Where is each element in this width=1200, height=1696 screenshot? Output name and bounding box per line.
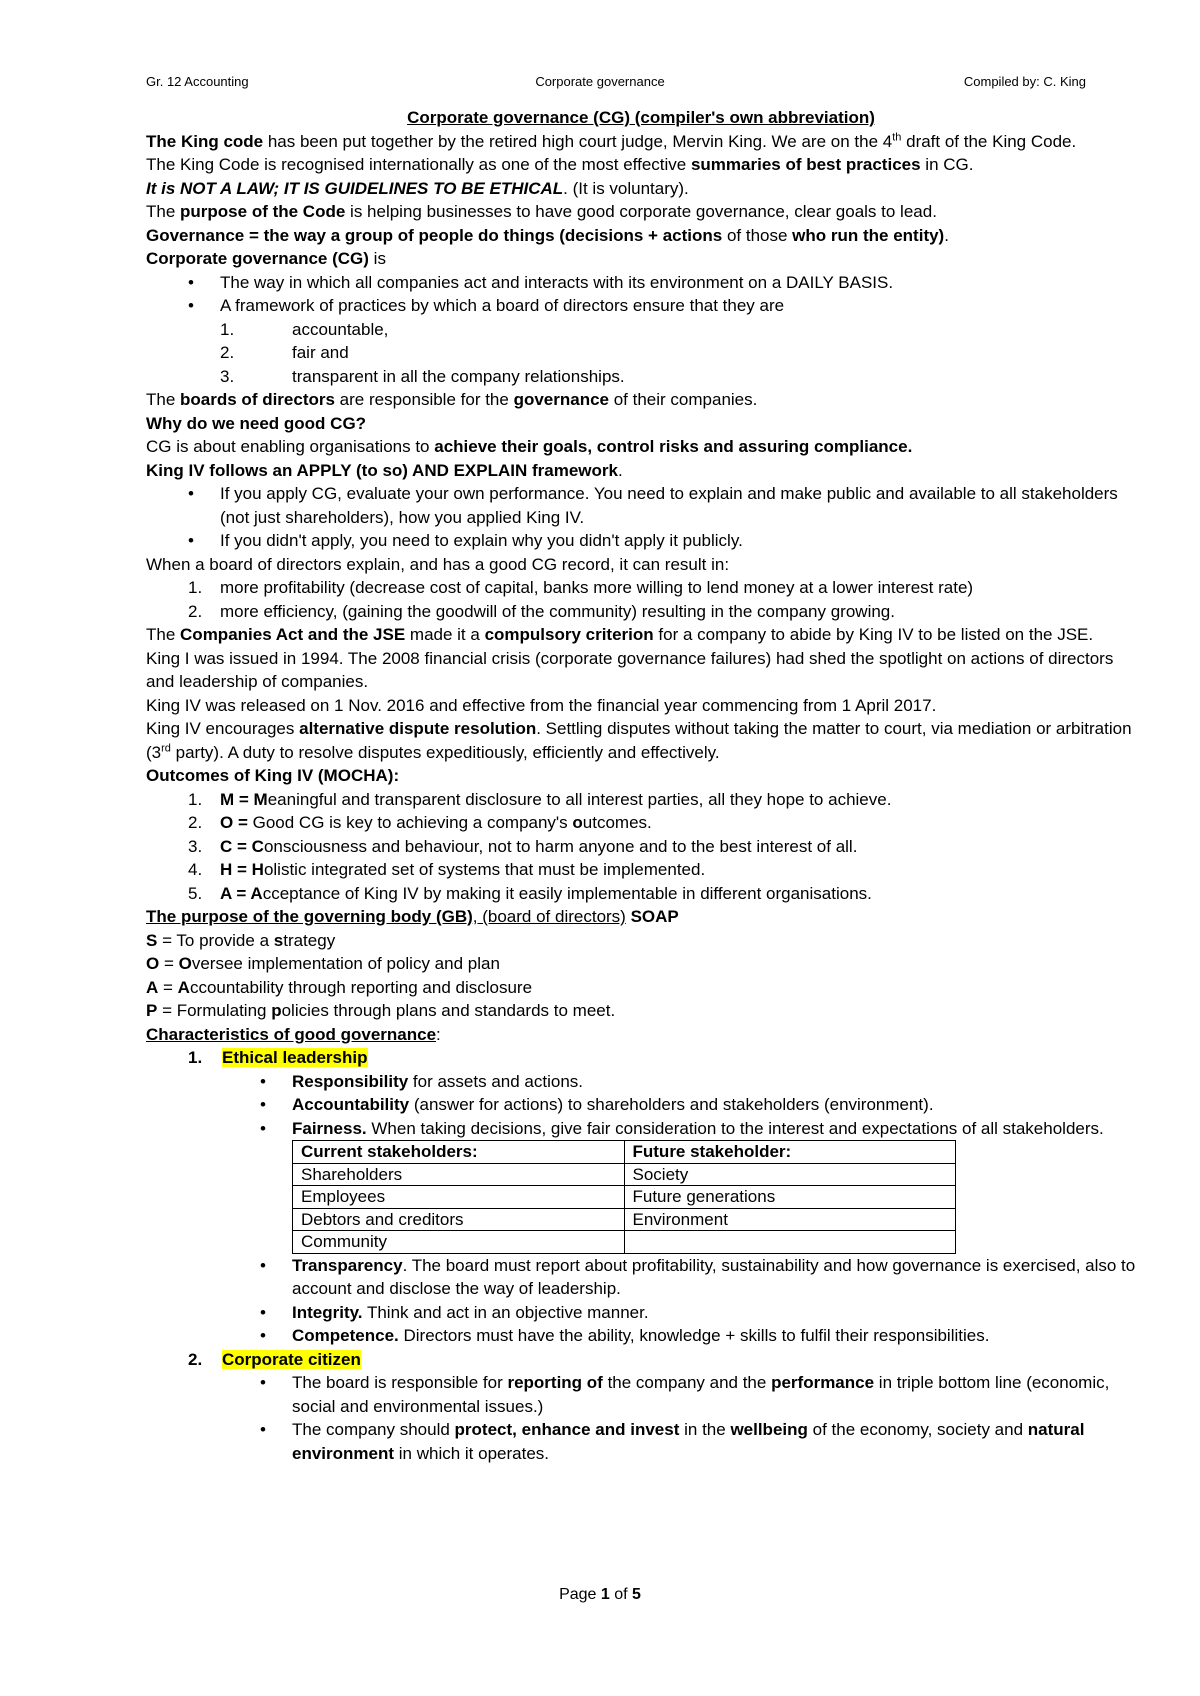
explain-result-list <box>146 576 1136 623</box>
list-item: 3. C = Consciousness and behaviour, not to harm anyone and to the best interest of all. <box>188 836 858 856</box>
intro-paragraph-2: The King Code is recognised internationally as one of the most effective summaries of best practices in CG. <box>146 155 974 174</box>
list-item: • Integrity. Think and act in an objective manner. <box>292 1301 1136 1325</box>
soap-item: S = To provide a strategy <box>146 930 336 950</box>
table-row <box>293 1186 956 1209</box>
history-paragraph-3: King IV encourages alternative dispute resolution. Settling disputes without taking the matter to court, via mediation or arbitration (3rd party). A duty to resolve disputes expeditiously, efficiently and effectively. <box>146 719 1132 762</box>
table-cell: Debtors and creditors <box>293 1208 625 1231</box>
intro-paragraph-5: Governance = the way a group of people do things (decisions + actions of those who run the entity). <box>146 225 949 245</box>
table-header-row <box>293 1141 956 1164</box>
companies-act-paragraph: The Companies Act and the JSE made it a compulsory criterion for a company to abide by King IV to be listed on the JSE. <box>146 625 1094 644</box>
table-row <box>293 1231 956 1254</box>
list-item: • Transparency. The board must report about profitability, sustainability and how governance is exercised, also to account and disclose the way of leadership. <box>292 1254 1136 1301</box>
table-row <box>293 1163 956 1186</box>
soap-item: P = Formulating policies through plans and standards to meet. <box>146 1001 616 1020</box>
table-row <box>293 1208 956 1231</box>
list-item: 1. accountable, <box>220 319 389 339</box>
section-corporate-citizen: 2. Corporate citizen <box>188 1349 361 1369</box>
boards-paragraph: The boards of directors are responsible for the governance of their companies. <box>146 390 758 409</box>
list-item: • A framework of practices by which a board of directors ensure that they are <box>220 294 1136 318</box>
history-paragraph-2: King IV was released on 1 Nov. 2016 and effective from the financial year commencing from 1 April 2017. <box>146 695 937 715</box>
list-item: • If you didn't apply, you need to explain why you didn't apply it publicly. <box>220 529 1136 553</box>
table-header: Future stakeholder: <box>624 1141 956 1164</box>
soap-item: O = Oversee implementation of policy and plan <box>146 954 500 973</box>
list-item: • The way in which all companies act and interacts with its environment on a DAILY BASIS. <box>220 271 1136 295</box>
list-item: 5. A = Acceptance of King IV by making it easily implementable in different organisations. <box>188 883 872 903</box>
ethical-leadership-list <box>146 1070 1136 1141</box>
table-cell: Employees <box>293 1186 625 1209</box>
intro-paragraph-1: The King code has been put together by the retired high court judge, Mervin King. We are on the 4th draft of the King Code. <box>146 130 1077 151</box>
list-item: • Responsibility for assets and actions. <box>292 1070 1136 1094</box>
document-title: Corporate governance (CG) (compiler's own abbreviation) <box>407 108 875 127</box>
table-cell: Environment <box>624 1208 956 1231</box>
mocha-list <box>146 788 1136 906</box>
table-cell: Community <box>293 1231 625 1254</box>
cg-sub-list <box>146 318 1136 389</box>
soap-heading: The purpose of the governing body (GB), (board of directors) SOAP <box>146 907 679 926</box>
table-cell: Shareholders <box>293 1163 625 1186</box>
characteristics-heading: Characteristics of good governance: <box>146 1024 441 1044</box>
table-header: Current stakeholders: <box>293 1141 625 1164</box>
apply-heading: King IV follows an APPLY (to so) AND EXPLAIN framework. <box>146 460 623 480</box>
section-ethical-leadership: 1. Ethical leadership <box>188 1048 368 1067</box>
header-center: Corporate governance <box>535 74 665 89</box>
table-cell: Society <box>624 1163 956 1186</box>
history-paragraph-1: King I was issued in 1994. The 2008 financial crisis (corporate governance failures) had shed the spotlight on actions of directors and leadership of companies. <box>146 648 1114 691</box>
list-item: 4. H = Holistic integrated set of systems that must be implemented. <box>188 860 706 879</box>
list-item: 1. more profitability (decrease cost of capital, banks more willing to lend money at a lower interest rate) <box>188 578 974 597</box>
page-footer: Page 1 of 5 <box>559 1586 641 1603</box>
list-item: 2. fair and <box>220 343 349 362</box>
table-cell <box>624 1231 956 1254</box>
cg-heading: Corporate governance (CG) is <box>146 249 386 268</box>
list-item: 2. O = Good CG is key to achieving a company's outcomes. <box>188 813 652 832</box>
stakeholders-table <box>292 1140 956 1254</box>
table-cell: Future generations <box>624 1186 956 1209</box>
mocha-heading: Outcomes of King IV (MOCHA): <box>146 766 400 785</box>
list-item: • If you apply CG, evaluate your own performance. You need to explain and make public and available to all stakeholders (not just shareholders), how you applied King IV. <box>220 482 1136 529</box>
list-item: • Competence. Directors must have the ability, knowledge + skills to fulfil their responsibilities. <box>292 1324 1136 1348</box>
list-item: • The company should protect, enhance and invest in the wellbeing of the economy, society and natural environment in which it operates. <box>292 1418 1136 1465</box>
ethical-leadership-list-continued <box>146 1254 1136 1348</box>
apply-bullet-list <box>146 482 1136 553</box>
list-item: • Fairness. When taking decisions, give fair consideration to the interest and expectations of all stakeholders. <box>292 1117 1136 1141</box>
intro-paragraph-3: It is NOT A LAW; IT IS GUIDELINES TO BE ETHICAL. (It is voluntary). <box>146 178 689 198</box>
corporate-citizen-list <box>146 1371 1136 1465</box>
intro-paragraph-4: The purpose of the Code is helping businesses to have good corporate governance, clear goals to lead. <box>146 202 937 221</box>
why-paragraph: CG is about enabling organisations to achieve their goals, control risks and assuring compliance. <box>146 437 913 456</box>
why-heading: Why do we need good CG? <box>146 413 367 433</box>
soap-item: A = Accountability through reporting and disclosure <box>146 977 533 997</box>
cg-bullet-list <box>146 271 1136 318</box>
list-item: 2. more efficiency, (gaining the goodwill of the community) resulting in the company growing. <box>188 601 895 621</box>
list-item: 1. M = Meaningful and transparent disclosure to all interest parties, all they hope to achieve. <box>188 789 892 809</box>
explain-lead: When a board of directors explain, and has a good CG record, it can result in: <box>146 554 730 574</box>
list-item: • The board is responsible for reporting of the company and the performance in triple bottom line (economic, social and environmental issues.) <box>292 1371 1136 1418</box>
header-left: Gr. 12 Accounting <box>146 74 249 89</box>
document-body <box>146 106 1136 1465</box>
header-right: Compiled by: C. King <box>963 74 1086 89</box>
list-item: • Accountability (answer for actions) to shareholders and stakeholders (environment). <box>292 1093 1136 1117</box>
list-item: 3. transparent in all the company relationships. <box>220 366 625 386</box>
